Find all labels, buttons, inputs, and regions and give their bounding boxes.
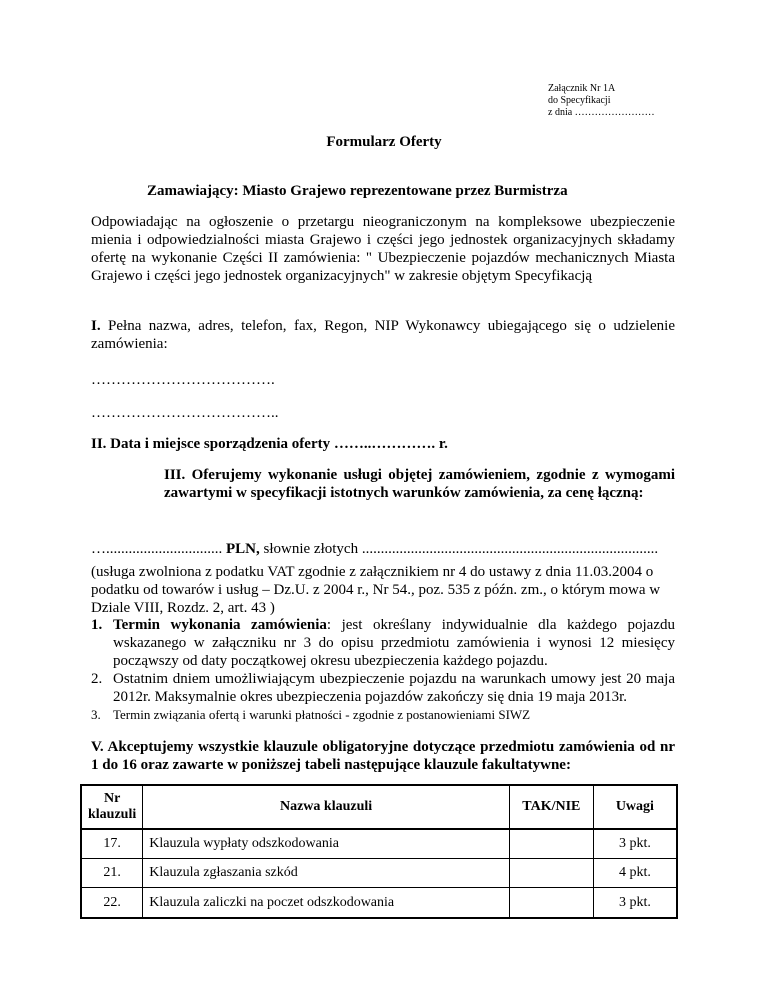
item-bold-text: Termin wykonania zamówienia (113, 617, 327, 633)
clause-nr: 17. (81, 829, 143, 859)
client-line: Zamawiający: Miasto Grajewo reprezentowane przez Burmistrza (147, 183, 568, 199)
clause-nr: 22. (81, 888, 143, 919)
section-3: III. Oferujemy wykonanie usługi objętej zamówieniem, zgodnie z wymogami zawartymi w specyfikacji istotnych warunków zamówienia, za cenę łączną: (164, 467, 675, 501)
attachment-line-2: do Specyfikacji (548, 95, 611, 106)
attachment-line-3: z dnia …………………… (548, 107, 655, 118)
document-title: Formularz Oferty (326, 134, 442, 150)
clauses-table (80, 784, 678, 919)
terms-list (91, 616, 675, 723)
attachment-line-1: Załącznik Nr 1A (548, 83, 616, 94)
price-line[interactable] (91, 540, 681, 558)
list-item (91, 670, 675, 706)
price-words-field[interactable]: słownie złotych ............................................................................... (259, 541, 659, 557)
contractor-field-2[interactable]: ……………………………….. (91, 405, 279, 421)
item-number: 2. (91, 671, 103, 687)
section-5: V. Akceptujemy wszystkie klauzule obligatoryjne dotyczące przedmiotu zamówienia od nr 1 do 16 oraz zawarte w poniższej tabeli następujące klauzule fakultatywne: (91, 739, 675, 773)
header-name: Nazwa klauzuli (143, 785, 510, 829)
section-1 (91, 317, 675, 353)
attachment-note (548, 83, 655, 119)
price-currency: PLN, (226, 541, 260, 557)
clause-name: Klauzula zgłaszania szkód (143, 859, 510, 888)
header-yesno: TAK/NIE (509, 785, 593, 829)
clause-notes: 3 pkt. (593, 829, 677, 859)
header-notes: Uwagi (593, 785, 677, 829)
clause-nr: 21. (81, 859, 143, 888)
vat-note: (usługa zwolniona z podatku VAT zgodnie z załącznikiem nr 4 do ustawy z dnia 11.03.2004 o podatku od towarów i usług – Dz.U. z 2004 r., Nr 54., poz. 535 z późn. zm., o którym mowa w Dziale VIII, Rozdz. 2, art. 43 ) (91, 564, 661, 616)
item-number: 1. (91, 617, 103, 633)
clause-yesno-cell[interactable] (509, 859, 593, 888)
section-2-date[interactable]: II. Data i miejsce sporządzenia oferty ……..…………. r. (91, 436, 448, 452)
clause-yesno-cell[interactable] (509, 888, 593, 919)
price-amount-field[interactable]: …............................... (91, 541, 226, 557)
intro-paragraph: Odpowiadając na ogłoszenie o przetargu nieograniczonym na kompleksowe ubezpieczenie mienia i odpowiedzialności miasta Grajewo i części jego jednostek organizacyjnych składamy ofertę na wykonanie Części II zamówienia: " Ubezpieczenie pojazdów mechanicznych Miasta Grajewo i części jego jednostek organizacyjnych" w zakresie objętym Specyfikacją (91, 214, 675, 284)
table-header-row (81, 785, 677, 829)
clause-yesno-cell[interactable] (509, 829, 593, 859)
item-text: : jest określany indywidualnie dla każdego pojazdu wskazanego w załączniku nr 3 do opisu przedmiotu zamówienia i wynosi 12 miesięcy począwszy od daty początkowej okresu ubezpieczenia każdego pojazdu. (113, 617, 675, 669)
section-1-label: I. (91, 318, 101, 334)
header-nr: Nr klauzuli (81, 785, 143, 829)
list-item (91, 616, 675, 670)
item-number: 3. (91, 707, 101, 722)
item-text: Ostatnim dniem umożliwiającym ubezpieczenie pojazdu na warunkach umowy jest 20 maja 2012r. Maksymalnie okres ubezpieczenia pojazdów zakończy się dnia 19 maja 2013r. (113, 671, 675, 705)
clause-name: Klauzula zaliczki na poczet odszkodowania (143, 888, 510, 919)
item-text: Termin związania ofertą i warunki płatności - zgodnie z postanowieniami SIWZ (113, 707, 531, 722)
section-1-text: Pełna nazwa, adres, telefon, fax, Regon, NIP Wykonawcy ubiegającego się o udzielenie zamówienia: (91, 318, 675, 352)
clause-notes: 3 pkt. (593, 888, 677, 919)
clause-name: Klauzula wypłaty odszkodowania (143, 829, 510, 859)
list-item (91, 706, 675, 723)
table-row (81, 829, 677, 859)
clause-notes: 4 pkt. (593, 859, 677, 888)
table-row (81, 888, 677, 919)
table-row (81, 859, 677, 888)
contractor-field-1[interactable]: ………………………………. (91, 372, 275, 388)
